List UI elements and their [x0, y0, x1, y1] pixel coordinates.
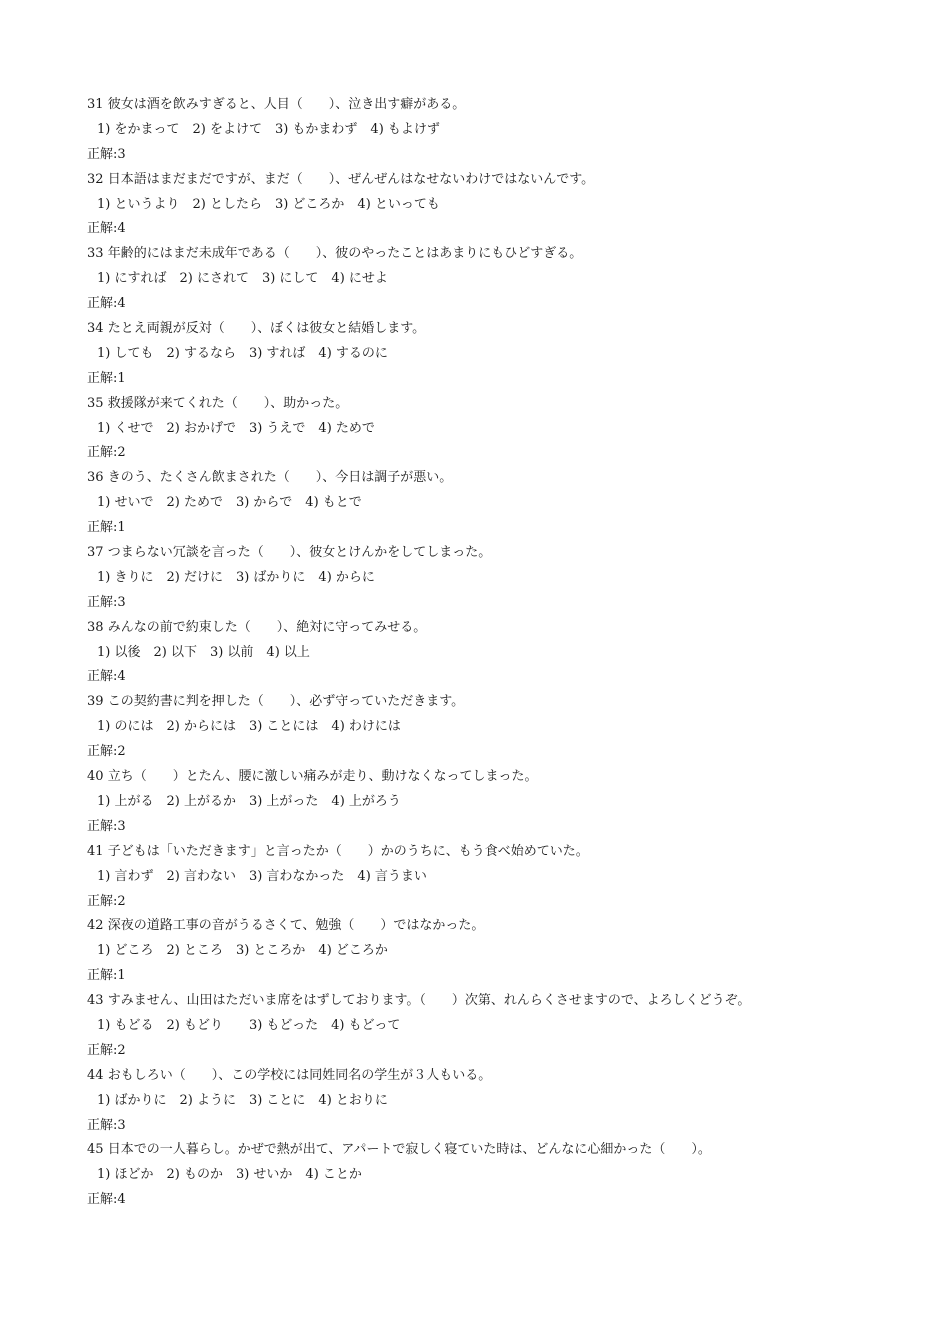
question-number: 33	[87, 246, 104, 262]
answer-options: 1) というより 2) としたら 3) どころか 4) といっても	[97, 196, 440, 212]
correct-answer: 正解:2	[87, 1042, 126, 1058]
question-line	[87, 1138, 927, 1163]
question-number: 40	[87, 769, 104, 785]
correct-answer: 正解:3	[87, 146, 126, 162]
answer-options: 1) 言わず 2) 言わない 3) 言わなかった 4) 言うまい	[97, 868, 427, 884]
question-text: 彼女は酒を飲みすぎると、人目（ ）、泣き出す癖がある。	[107, 97, 466, 112]
question-text: この契約書に判を押した（ ）、必ず守っていただきます。	[107, 694, 465, 710]
question-block	[87, 93, 927, 168]
question-number: 39	[87, 694, 104, 710]
correct-answer: 正解:4	[87, 296, 126, 312]
correct-answer: 正解:2	[87, 445, 126, 461]
question-line	[87, 392, 927, 417]
question-number: 37	[87, 545, 104, 561]
question-text: 救援隊が来てくれた（ ）、助かった。	[107, 395, 349, 411]
answer-options: 1) 以後 2) 以下 3) 以前 4) 以上	[97, 644, 310, 660]
question-text: すみません、山田はただいま席をはずしております。（ ）次第、れんらくさせますので、よろしくどうぞ。	[107, 993, 751, 1009]
question-line	[87, 989, 927, 1014]
answer-options: 1) にすれば 2) にされて 3) にして 4) にせよ	[97, 271, 388, 287]
correct-answer: 正解:4	[87, 669, 126, 685]
correct-answer: 正解:2	[87, 893, 126, 909]
question-number: 38	[87, 619, 104, 635]
question-line	[87, 466, 927, 491]
question-block	[87, 765, 927, 840]
correct-answer: 正解:4	[87, 221, 126, 237]
question-document	[87, 93, 927, 1213]
correct-answer: 正解:4	[87, 1192, 126, 1208]
question-line	[87, 914, 927, 939]
question-number: 32	[87, 171, 104, 187]
answer-options: 1) きりに 2) だけに 3) ばかりに 4) からに	[97, 569, 375, 585]
question-number: 43	[87, 993, 104, 1009]
question-number: 31	[87, 97, 104, 112]
question-line	[87, 1064, 927, 1089]
question-block	[87, 1138, 927, 1213]
question-text: 年齢的にはまだ未成年である（ ）、彼のやったことはあまりにもひどすぎる。	[107, 246, 583, 262]
answer-options: 1) くせで 2) おかげで 3) うえで 4) ためで	[97, 420, 375, 436]
question-block	[87, 242, 927, 317]
question-text: 子どもは「いただきます」と言ったか（ ）かのうちに、もう食べ始めていた。	[107, 843, 589, 859]
correct-answer: 正解:1	[87, 370, 126, 386]
question-line	[87, 840, 927, 865]
question-line	[87, 93, 927, 118]
question-text: きのう、たくさん飲まされた（ ）、今日は調子が悪い。	[107, 470, 453, 486]
question-block	[87, 914, 927, 989]
question-line	[87, 242, 927, 267]
question-line	[87, 765, 927, 790]
question-number: 41	[87, 843, 104, 859]
question-line	[87, 690, 927, 715]
question-text: つまらない冗談を言った（ ）、彼女とけんかをしてしまった。	[107, 545, 492, 561]
answer-options: 1) ばかりに 2) ように 3) ことに 4) とおりに	[97, 1092, 388, 1108]
question-number: 45	[87, 1142, 104, 1158]
answer-options: 1) 上がる 2) 上がるか 3) 上がった 4) 上がろう	[97, 793, 401, 809]
question-text: 深夜の道路工事の音がうるさくて、勉強（ ）ではなかった。	[107, 918, 485, 934]
question-text: みんなの前で約束した（ ）、絶対に守ってみせる。	[107, 619, 427, 635]
question-line	[87, 616, 927, 641]
answer-options: 1) ほどか 2) ものか 3) せいか 4) ことか	[97, 1167, 362, 1183]
question-number: 42	[87, 918, 104, 934]
question-line	[87, 168, 927, 193]
question-text: おもしろい（ ）、この学校には同姓同名の学生が３人もいる。	[107, 1067, 492, 1083]
question-line	[87, 317, 927, 342]
answer-options: 1) もどる 2) もどり 3) もどった 4) もどって	[97, 1017, 401, 1033]
question-text: 日本での一人暮らし。かぜで熱が出て、アパートで寂しく寝ていた時は、どんなに心細かった（ ）。	[107, 1142, 711, 1158]
question-line	[87, 541, 927, 566]
question-block	[87, 541, 927, 616]
answer-options: 1) をかまって 2) をよけて 3) もかまわず 4) もよけず	[97, 121, 440, 137]
question-text: 日本語はまだまだですが、まだ（ ）、ぜんぜんはなせないわけではないんです。	[107, 171, 595, 187]
correct-answer: 正解:1	[87, 968, 126, 984]
correct-answer: 正解:3	[87, 594, 126, 610]
correct-answer: 正解:1	[87, 520, 126, 536]
answer-options: 1) せいで 2) ためで 3) からで 4) もとで	[97, 495, 362, 511]
question-block	[87, 840, 927, 915]
question-block	[87, 690, 927, 765]
question-block	[87, 168, 927, 243]
answer-options: 1) のには 2) からには 3) ことには 4) わけには	[97, 719, 401, 735]
question-block	[87, 616, 927, 691]
question-block	[87, 989, 927, 1064]
correct-answer: 正解:3	[87, 818, 126, 834]
answer-options: 1) しても 2) するなら 3) すれば 4) するのに	[97, 345, 388, 361]
answer-options: 1) どころ 2) ところ 3) ところか 4) どころか	[97, 943, 388, 959]
question-number: 35	[87, 395, 104, 411]
question-block	[87, 392, 927, 467]
question-block	[87, 1064, 927, 1139]
correct-answer: 正解:3	[87, 1117, 126, 1133]
question-text: 立ち（ ）とたん、腰に激しい痛みが走り、動けなくなってしまった。	[107, 769, 538, 785]
question-block	[87, 466, 927, 541]
question-block	[87, 317, 927, 392]
question-number: 44	[87, 1067, 104, 1083]
question-number: 36	[87, 470, 104, 486]
correct-answer: 正解:2	[87, 744, 126, 760]
question-text: たとえ両親が反対（ ）、ぼくは彼女と結婚します。	[107, 321, 426, 337]
question-number: 34	[87, 321, 104, 337]
